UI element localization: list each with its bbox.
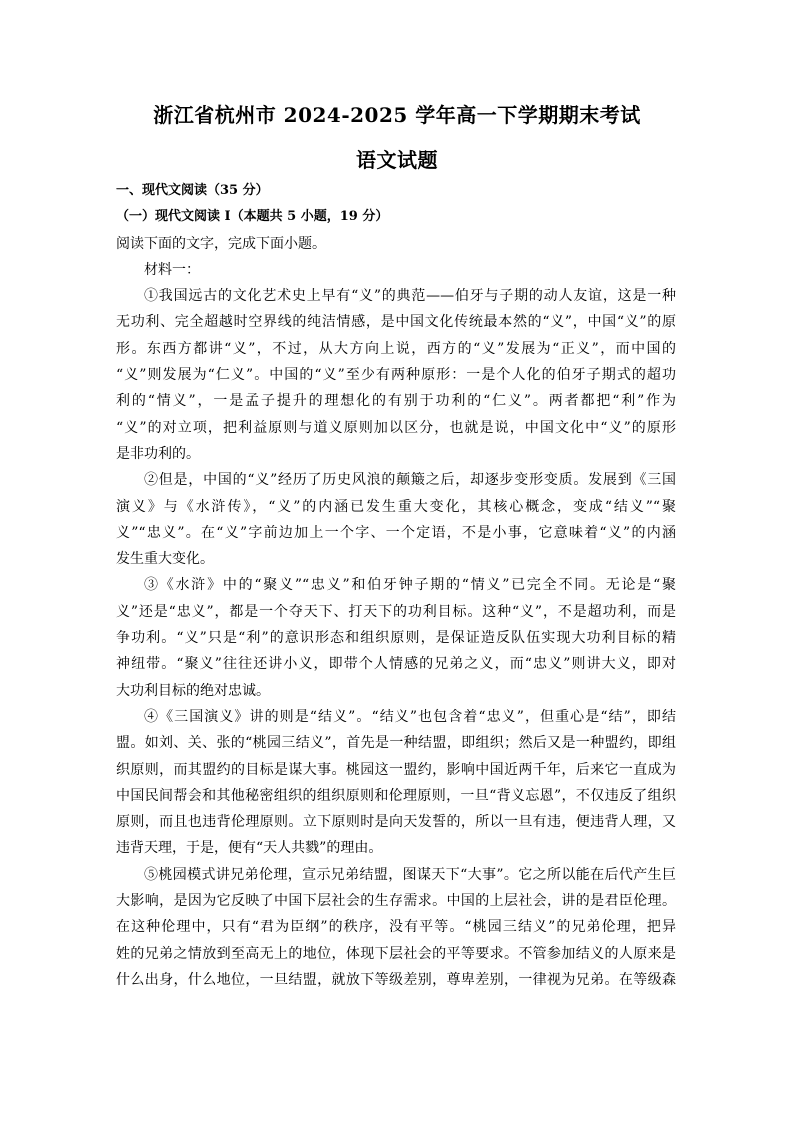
paragraph-line: 义”还是“忠义”，都是一个夺天下、打天下的功利目标。这种“义”，不是超功利，而是	[116, 603, 676, 620]
paragraph-line: 原则，而且也违背伦理原则。立下原则时是向天发誓的，所以一旦有违，便违背人理，又	[116, 814, 676, 831]
material-label: 材料一：	[144, 261, 200, 278]
paragraph-line: 发生重大变化。	[116, 551, 214, 568]
paragraph-line: 利的“情义”，一是孟子提升的理想化的有别于功利的“仁义”。两者都把“利”作为	[116, 393, 676, 410]
paragraph-line: ⑤桃园模式讲兄弟伦理，宣示兄弟结盟，图谋天下“大事”。它之所以能在后代产生巨	[144, 866, 676, 883]
paragraph-line: ③《水浒》中的“聚义”“忠义”和伯牙钟子期的“情义”已完全不同。无论是“聚	[144, 577, 676, 594]
paragraph-2	[116, 467, 676, 572]
paragraph-1	[116, 283, 676, 467]
exam-subject-title: 语文试题	[356, 148, 438, 172]
exam-title: 浙江省杭州市 2024-2025 学年高一下学期期末考试	[153, 103, 641, 127]
paragraph-line: 中国民间帮会和其他秘密组织的组织原则和伦理原则，一旦“背义忘恩”，不仅违反了组织	[116, 787, 676, 804]
paragraph-line: 是非功利的。	[116, 445, 200, 462]
paragraph-line: 姓的兄弟之情放到至高无上的地位，体现下层社会的平等要求。不管参加结义的人原来是	[116, 945, 676, 962]
paragraph-line: 盟。如刘、关、张的“桃园三结义”，首先是一种结盟，即组织；然后又是一种盟约，即组	[116, 735, 676, 752]
paragraph-line: 演义》与《水浒传》，“义”的内涵已发生重大变化，其核心概念，变成“结义”“聚	[116, 498, 676, 515]
paragraph-line: 争功利。“义”只是“利”的意识形态和组织原则，是保证造反队伍实现大功利目标的精	[116, 630, 676, 647]
paragraph-line: 什么出身，什么地位，一旦结盟，就放下等级差别，尊卑差别，一律视为兄弟。在等级森	[116, 971, 676, 988]
subsection-heading: （一）现代文阅读 I（本题共 5 小题，19 分）	[116, 209, 389, 225]
paragraph-line: 大影响，是因为它反映了中国下层社会的生存需求。中国的上层社会，讲的是君臣伦理。	[116, 893, 676, 910]
paragraph-line: 织原则，而其盟约的目标是谋大事。桃园这一盟约，影响中国近两千年，后来它一直成为	[116, 761, 676, 778]
paragraph-5	[116, 862, 676, 993]
paragraph-line: 违背天理，于是，便有“天人共戮”的理由。	[116, 840, 383, 857]
instruction-text: 阅读下面的文字，完成下面小题。	[116, 235, 326, 252]
paragraph-line: ④《三国演义》讲的则是“结义”。“结义”也包含着“忠义”，但重心是“结”，即结	[144, 708, 676, 725]
paragraph-line: 神纽带。“聚义”往往还讲小义，即带个人情感的兄弟之义，而“忠义”则讲大义，即对	[116, 656, 676, 673]
paragraph-line: 义”“忠义”。在“义”字前边加上一个字、一个定语，不是小事，它意味着“义”的内涵	[116, 524, 676, 541]
exam-content	[116, 178, 676, 993]
paragraph-line: “义”的对立项，把利益原则与道义原则加以区分，也就是说，中国文化中“义”的原形	[116, 419, 676, 436]
paragraph-3	[116, 572, 676, 703]
paragraph-line: 在这种伦理中，只有“君为臣纲”的秩序，没有平等。“桃园三结义”的兄弟伦理，把异	[116, 919, 676, 936]
paragraph-line: ②但是，中国的“义”经历了历史风浪的颠簸之后，却逐步变形变质。发展到《三国	[144, 472, 676, 489]
paragraph-line: “义”则发展为“仁义”。中国的“义”至少有两种原形：一是个人化的伯牙子期式的超功	[116, 367, 676, 384]
paragraph-line: 形。东西方都讲“义”，不过，从大方向上说，西方的“义”发展为“正义”，而中国的	[116, 340, 676, 357]
paragraph-line: 大功利目标的绝对忠诚。	[116, 682, 270, 699]
section-heading: 一、现代文阅读（35 分）	[116, 183, 269, 198]
paragraph-4	[116, 704, 676, 862]
paragraph-line: 无功利、完全超越时空界线的纯洁情感，是中国文化传统最本然的“义”，中国“义”的原	[116, 314, 676, 331]
paragraph-line: ①我国远古的文化艺术史上早有“义”的典范——伯牙与子期的动人友谊，这是一种	[144, 288, 676, 305]
